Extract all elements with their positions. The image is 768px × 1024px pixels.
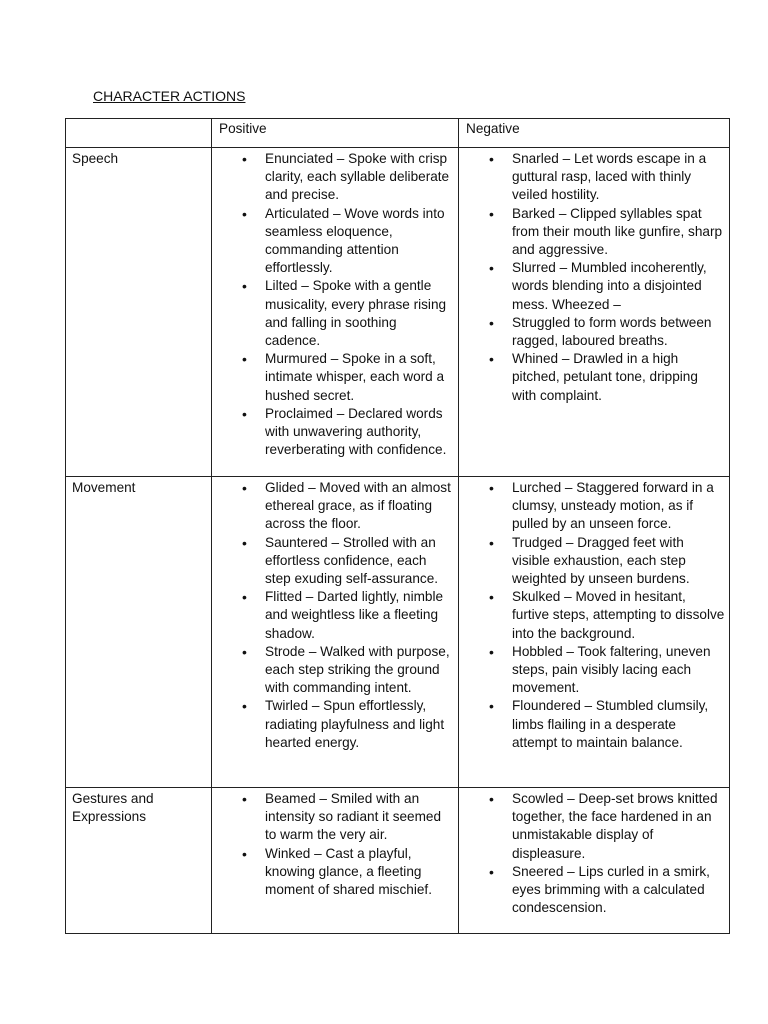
negative-cell-gestures <box>459 788 730 934</box>
list-item: • Strode – Walked with purpose, each step striking the ground with commanding intent. <box>212 643 454 698</box>
positive-cell-speech <box>212 148 459 477</box>
negative-list-gestures <box>459 788 729 917</box>
list-item: • Trudged – Dragged feet with visible exhaustion, each step weighted by unseen burdens. <box>459 534 725 589</box>
list-item: • Sneered – Lips curled in a smirk, eyes brimming with a calculated condescension. <box>459 863 725 918</box>
list-item: • Whined – Drawled in a high pitched, petulant tone, dripping with complaint. <box>459 350 725 405</box>
list-item: • Floundered – Stumbled clumsily, limbs flailing in a desperate attempt to maintain balance. <box>459 697 725 752</box>
list-item: • Sauntered – Strolled with an effortless confidence, each step exuding self-assurance. <box>212 534 454 589</box>
list-item: • Scowled – Deep-set brows knitted together, the face hardened in an unmistakable display of displeasure. <box>459 790 725 863</box>
table-row-speech <box>66 148 730 477</box>
positive-cell-gestures <box>212 788 459 934</box>
table-row-movement <box>66 477 730 788</box>
header-row <box>66 119 730 148</box>
list-item: • Lurched – Staggered forward in a clumsy, unsteady motion, as if pulled by an unseen force. <box>459 479 725 534</box>
negative-list-speech <box>459 148 729 405</box>
list-item: • Hobbled – Took faltering, uneven steps, pain visibly lacing each movement. <box>459 643 725 698</box>
header-negative: Negative <box>459 119 730 148</box>
header-category <box>66 119 212 148</box>
list-item: • Proclaimed – Declared words with unwavering authority, reverberating with confidence. <box>212 405 454 460</box>
header-positive: Positive <box>212 119 459 148</box>
list-item: • Twirled – Spun effortlessly, radiating playfulness and light hearted energy. <box>212 697 454 752</box>
table-row-gestures <box>66 788 730 934</box>
positive-cell-movement <box>212 477 459 788</box>
negative-list-movement <box>459 477 729 752</box>
list-item: • Beamed – Smiled with an intensity so radiant it seemed to warm the very air. <box>212 790 454 845</box>
list-item: • Barked – Clipped syllables spat from their mouth like gunfire, sharp and aggressive. <box>459 205 725 260</box>
list-item: • Skulked – Moved in hesitant, furtive steps, attempting to dissolve into the background. <box>459 588 725 643</box>
positive-list-speech <box>212 148 458 459</box>
negative-cell-speech <box>459 148 730 477</box>
positive-list-gestures <box>212 788 458 899</box>
list-item: • Articulated – Wove words into seamless eloquence, commanding attention effortlessly. <box>212 205 454 278</box>
list-item: • Flitted – Darted lightly, nimble and weightless like a fleeting shadow. <box>212 588 454 643</box>
list-item: • Slurred – Mumbled incoherently, words blending into a disjointed mess. Wheezed – <box>459 259 725 314</box>
list-item: • Lilted – Spoke with a gentle musicality, every phrase rising and falling in soothing cadence. <box>212 277 454 350</box>
character-actions-table <box>65 118 730 934</box>
list-item: • Murmured – Spoke in a soft, intimate whisper, each word a hushed secret. <box>212 350 454 405</box>
list-item: • Struggled to form words between ragged, laboured breaths. <box>459 314 725 350</box>
page-title: CHARACTER ACTIONS <box>93 88 246 104</box>
list-item: • Snarled – Let words escape in a guttural rasp, laced with thinly veiled hostility. <box>459 150 725 205</box>
list-item: • Glided – Moved with an almost ethereal grace, as if floating across the floor. <box>212 479 454 534</box>
row-label-speech: Speech <box>66 148 212 477</box>
list-item: • Enunciated – Spoke with crisp clarity, each syllable deliberate and precise. <box>212 150 454 205</box>
row-label-gestures: Gestures and Expressions <box>66 788 212 934</box>
positive-list-movement <box>212 477 458 752</box>
negative-cell-movement <box>459 477 730 788</box>
list-item: • Winked – Cast a playful, knowing glance, a fleeting moment of shared mischief. <box>212 845 454 900</box>
row-label-movement: Movement <box>66 477 212 788</box>
